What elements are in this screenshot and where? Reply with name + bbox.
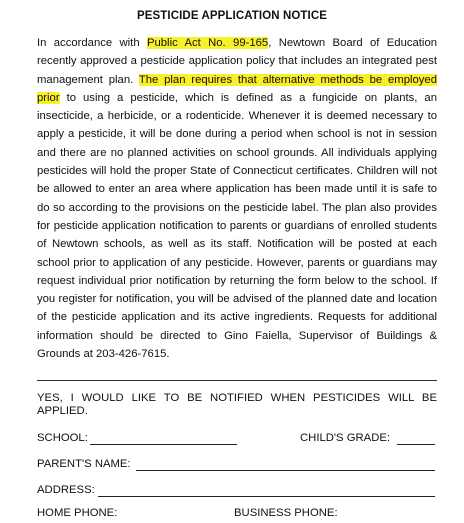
parents-name-row	[37, 458, 437, 474]
business-phone-label: BUSINESS PHONE:	[234, 507, 338, 519]
section-divider	[37, 380, 437, 381]
address-label: ADDRESS:	[37, 484, 95, 496]
opt-in-statement: YES, I WOULD LIKE TO BE NOTIFIED WHEN PESTICIDES WILL BE APPLIED.	[37, 392, 437, 417]
body-segment: , Newtown Board of Education recently approved a pesticide application policy that includes an integrated pest management plan.	[37, 37, 438, 86]
home-phone-label: HOME PHONE:	[37, 507, 118, 519]
address-field[interactable]	[98, 496, 435, 497]
parents-name-field[interactable]	[136, 470, 435, 471]
childs-grade-label: CHILD'S GRADE:	[300, 432, 391, 444]
body-segment: to using a pesticide, which is defined as a fungicide on plants, an insecticide, a herbicide, or a rodenticide. Whenever it is deemed necessary to apply a pesticide, it will be done during a period when school is not in session and there are no planned activities on school grounds. All individuals applying pesticides will hold the proper State of Connecticut certificates. Children will not be allowed to enter an area where application has been made until it is safe to do so according to the provisions on the pesticide label. The plan also provides for pesticide application notification to parents or guardians of enrolled students of Newtown schools, as well as its staff. Notification will be posted at each school prior to application of any pesticide. However, parents or guardians may request individual prior notification by returning the form below to the school. If you register for notification, you will be advised of the planned date and location of the pesticide application and its active ingredients. Requests for additional information should be directed to Gino Faiella, Supervisor of Buildings & Grounds at 203-426-7615.	[37, 91, 437, 361]
school-field[interactable]	[90, 444, 237, 445]
notice-title: PESTICIDE APPLICATION NOTICE	[136, 10, 327, 22]
highlighted-alternative-methods: The plan requires that alternative methods be employed prior	[37, 73, 437, 104]
childs-grade-field[interactable]	[397, 444, 435, 445]
parents-name-label: PARENT'S NAME:	[37, 458, 131, 470]
address-row	[37, 484, 437, 500]
phone-row	[37, 507, 437, 523]
body-segment: In accordance with	[37, 37, 147, 49]
school-label: SCHOOL:	[37, 432, 88, 444]
notice-body	[37, 34, 437, 363]
school-row	[37, 432, 437, 448]
highlighted-public-act: Public Act No. 99-165	[146, 37, 269, 49]
